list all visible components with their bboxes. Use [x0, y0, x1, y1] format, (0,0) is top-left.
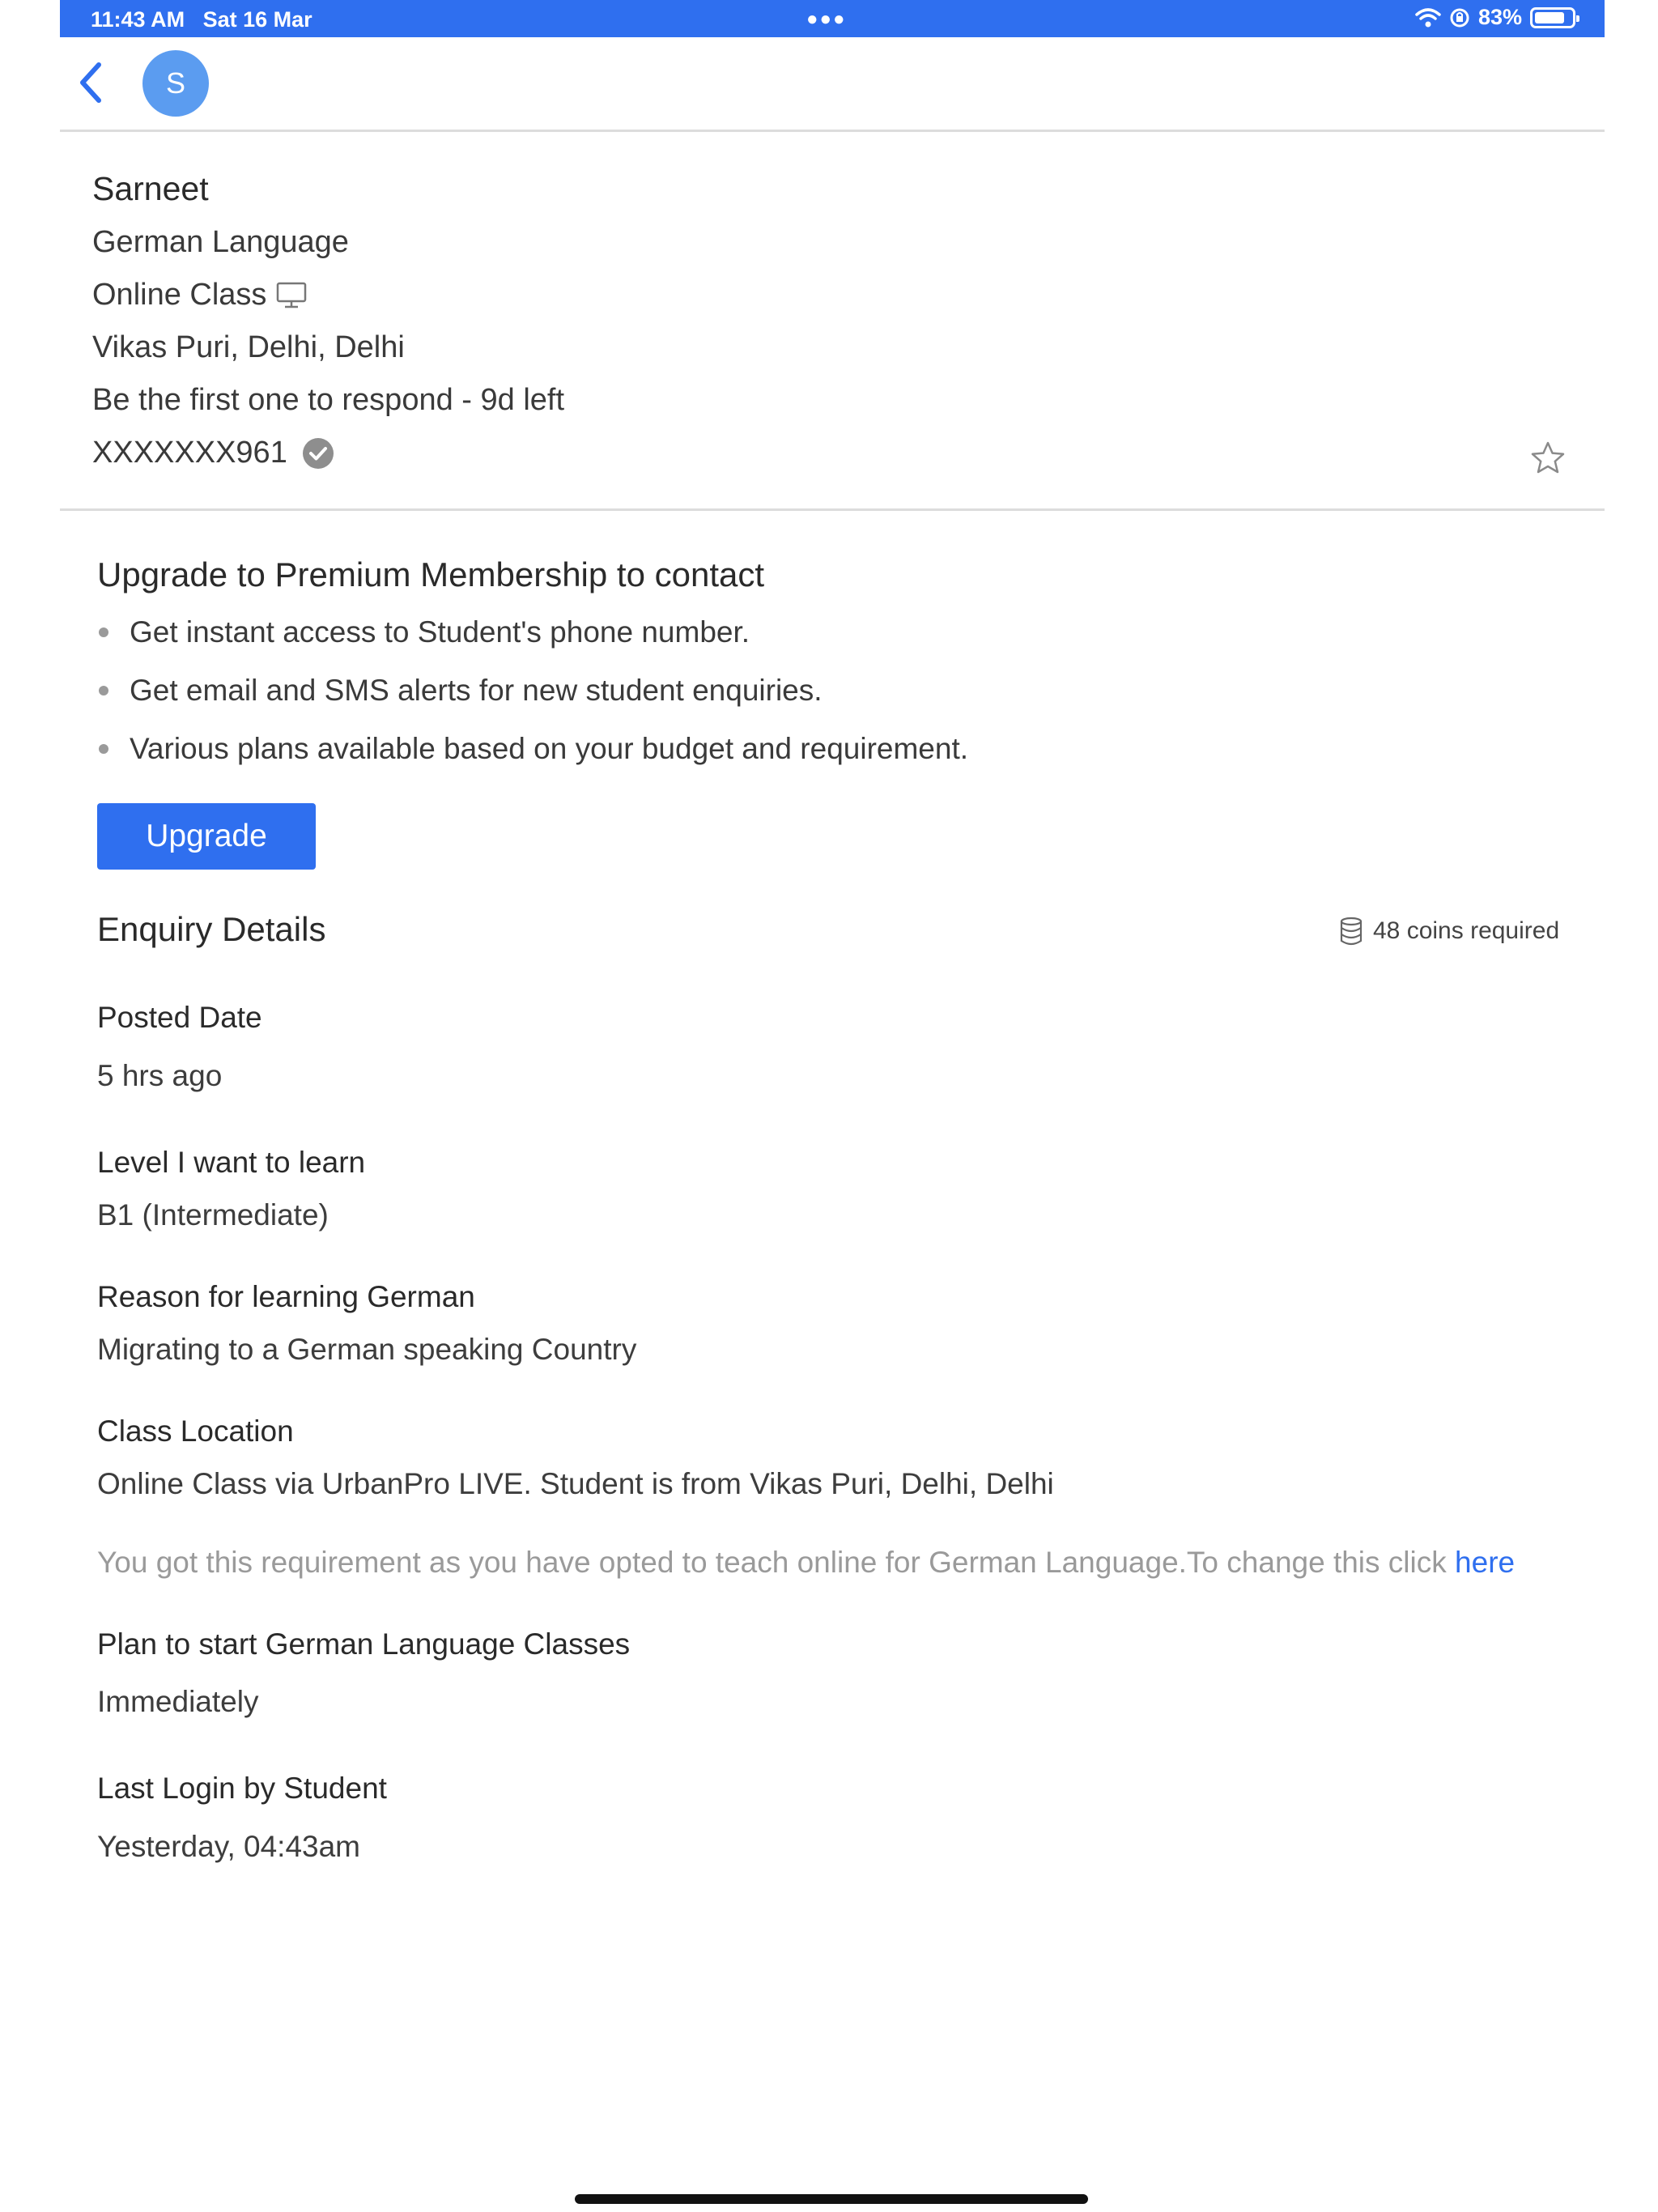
plan-label: Plan to start German Language Classes — [97, 1627, 631, 1661]
star-icon[interactable] — [1530, 440, 1566, 476]
phone-number: XXXXXXX961 — [92, 436, 287, 470]
class-mode: Online Class — [92, 278, 307, 313]
benefit-item: Various plans available based on your budget and requirement. — [99, 732, 968, 766]
student-name: Sarneet — [92, 170, 209, 207]
benefit-item: Get instant access to Student's phone number. — [99, 615, 750, 649]
upgrade-title: Upgrade to Premium Membership to contact — [97, 555, 765, 593]
upgrade-button[interactable]: Upgrade — [97, 803, 316, 870]
status-time: 11:43 AM Sat 16 Mar — [91, 7, 312, 32]
class-location-label: Class Location — [97, 1414, 294, 1448]
change-preference-link[interactable]: here — [1455, 1546, 1516, 1579]
multitasking-dots-icon[interactable]: ●●● — [806, 8, 847, 30]
status-date: Sat 16 Mar — [202, 7, 312, 32]
wifi-icon — [1415, 7, 1441, 28]
profile-divider — [60, 508, 1605, 511]
teaching-preference-note: You got this requirement as you have opted to teach online for German Language.To change this click here — [97, 1546, 1516, 1579]
coins-required: 48 coins required — [1339, 917, 1559, 946]
home-indicator[interactable] — [575, 2194, 1088, 2204]
battery-icon — [1530, 7, 1575, 28]
monitor-icon — [276, 282, 307, 309]
orientation-lock-icon — [1449, 7, 1470, 28]
coins-stack-icon — [1339, 917, 1363, 946]
last-login-value: Yesterday, 04:43am — [97, 1830, 360, 1863]
status-bar — [60, 0, 1605, 37]
student-location: Vikas Puri, Delhi, Delhi — [92, 330, 405, 364]
header-divider — [60, 130, 1605, 132]
benefit-item: Get email and SMS alerts for new student enquiries. — [99, 674, 823, 708]
battery-percent: 83% — [1477, 5, 1522, 29]
plan-value: Immediately — [97, 1685, 259, 1718]
class-location-value: Online Class via UrbanPro LIVE. Student is from Vikas Puri, Delhi, Delhi — [97, 1467, 1054, 1500]
posted-date-label: Posted Date — [97, 1001, 262, 1034]
enquiry-title: Enquiry Details — [97, 910, 326, 948]
phone-row — [92, 436, 334, 470]
level-value: B1 (Intermediate) — [97, 1198, 329, 1231]
respond-note: Be the first one to respond - 9d left — [92, 383, 565, 417]
reason-label: Reason for learning German — [97, 1280, 475, 1313]
posted-date-value: 5 hrs ago — [97, 1059, 223, 1092]
chevron-left-icon[interactable] — [74, 60, 107, 105]
level-label: Level I want to learn — [97, 1146, 366, 1179]
last-login-label: Last Login by Student — [97, 1772, 387, 1805]
avatar[interactable]: S — [142, 50, 209, 117]
subject: German Language — [92, 225, 349, 259]
reason-value: Migrating to a German speaking Country — [97, 1333, 637, 1366]
verified-check-icon — [302, 437, 334, 470]
